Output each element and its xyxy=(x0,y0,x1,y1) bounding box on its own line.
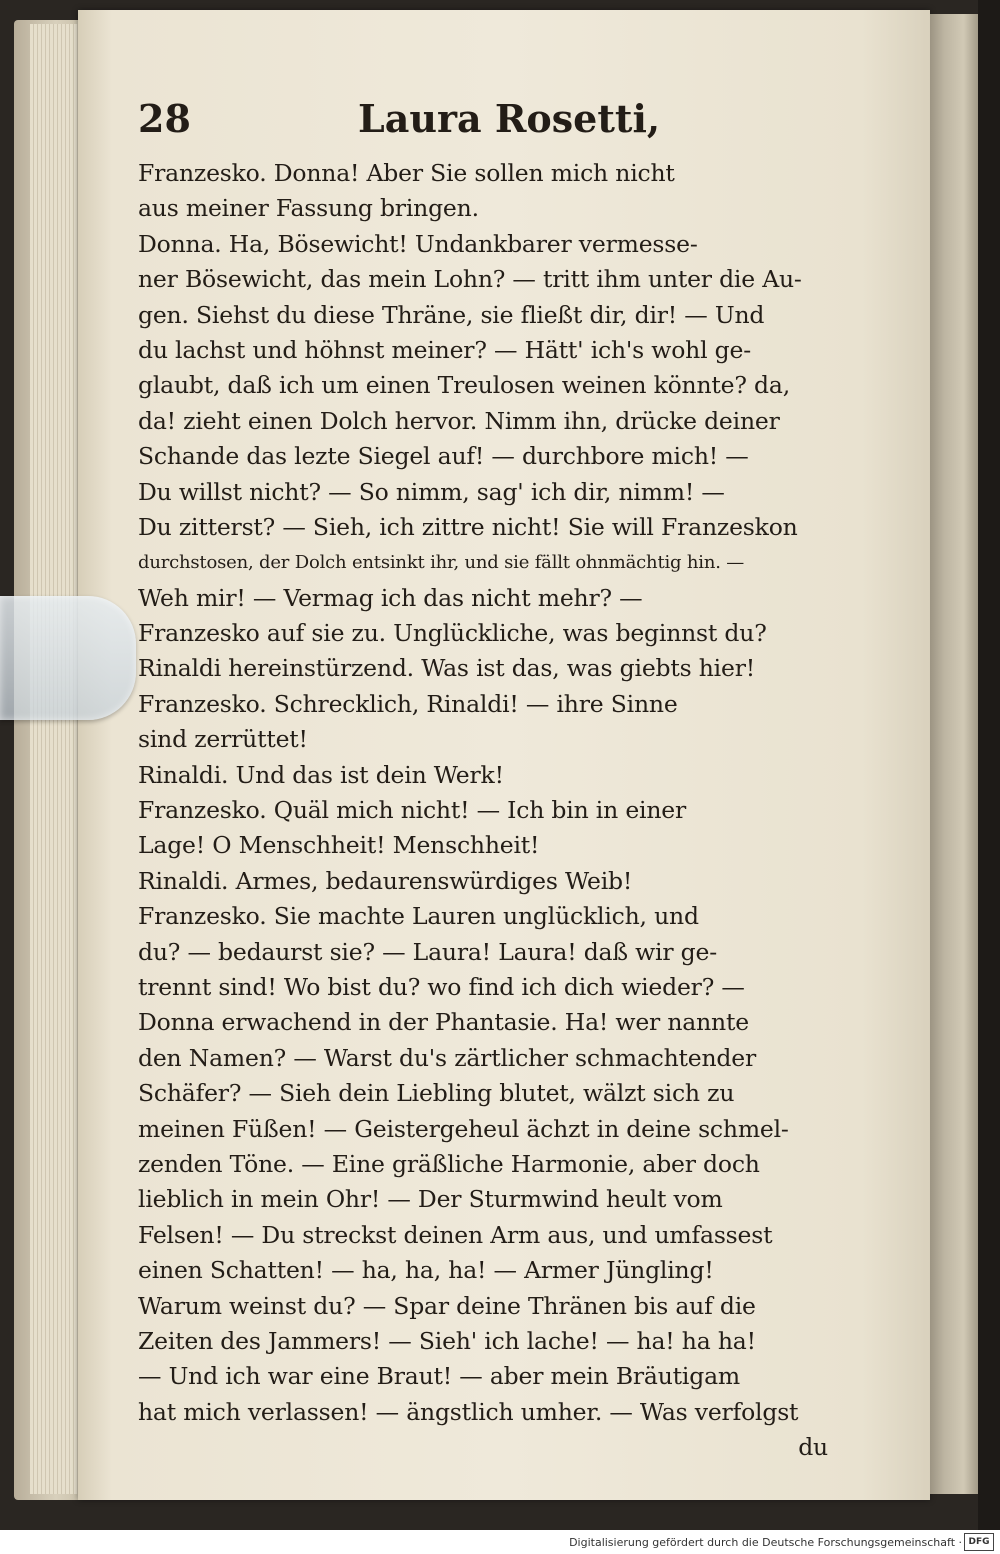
text-line: Schäfer? — Sieh dein Liebling blutet, wälzt sich zu xyxy=(138,1079,735,1108)
text-line: lieblich in mein Ohr! — Der Sturmwind heult vom xyxy=(138,1185,723,1214)
text-line: Lage! O Menschheit! Menschheit! xyxy=(138,831,540,860)
text-line: du? — bedaurst sie? — Laura! Laura! daß wir ge- xyxy=(138,937,717,966)
text-line: Felsen! — Du streckst deinen Arm aus, und umfassest xyxy=(138,1220,773,1249)
text-line: Rinaldi. Armes, bedaurenswürdiges Weib! xyxy=(138,866,633,895)
text-line: gen. Siehst du diese Thräne, sie fließt dir, dir! — Und xyxy=(138,300,765,329)
text-line: Donna. Ha, Bösewicht! Undankbarer vermesse- xyxy=(138,229,698,258)
text-line: du lachst und höhnst meiner? — Hätt' ich's wohl ge- xyxy=(138,335,751,364)
text-line: Franzesko. Schrecklich, Rinaldi! — ihre Sinne xyxy=(138,689,678,718)
text-line: aus meiner Fassung bringen. xyxy=(138,194,479,223)
text-line: da! zieht einen Dolch hervor. Nimm ihn, drücke deiner xyxy=(138,406,780,435)
text-line: Du zitterst? — Sieh, ich zittre nicht! Sie will Franzeskon xyxy=(138,512,798,541)
text-line: Franzesko. Quäl mich nicht! — Ich bin in einer xyxy=(138,796,687,825)
dfg-logo-icon: DFG xyxy=(964,1533,994,1551)
scan-border-right xyxy=(978,0,1000,1530)
facing-page-edge xyxy=(930,14,978,1494)
text-line: Zeiten des Jammers! — Sieh' ich lache! — ha! ha ha! xyxy=(138,1326,756,1355)
text-line: — Und ich war eine Braut! — aber mein Bräutigam xyxy=(138,1362,740,1391)
text-line: durchstosen, der Dolch entsinkt ihr, und sie fällt ohnmächtig hin. — xyxy=(138,552,745,574)
text-line: Franzesko. Donna! Aber Sie sollen mich nicht xyxy=(138,159,675,187)
text-line: meinen Füßen! — Geistergeheul ächzt in deine schmel- xyxy=(138,1114,789,1143)
text-line: den Namen? — Warst du's zärtlicher schmachtender xyxy=(138,1043,757,1072)
catchword: du xyxy=(798,1433,828,1462)
text-line: Weh mir! — Vermag ich das nicht mehr? — xyxy=(138,583,643,612)
text-line: einen Schatten! — ha, ha, ha! — Armer Jüngling! xyxy=(138,1256,714,1285)
text-line: Schande das lezte Siegel auf! — durchbore mich! — xyxy=(138,442,749,471)
page-number: 28 xyxy=(138,96,191,141)
funding-credit: Digitalisierung gefördert durch die Deutsche Forschungsgemeinschaft · xyxy=(569,1536,962,1549)
text-line: Donna erwachend in der Phantasie. Ha! wer nannte xyxy=(138,1008,749,1037)
page-header xyxy=(138,96,828,156)
text-line: hat mich verlassen! — ängstlich umher. — Was verfolgst xyxy=(138,1397,799,1426)
text-line: Warum weinst du? — Spar deine Thränen bis auf die xyxy=(138,1291,756,1320)
text-line: Rinaldi. Und das ist dein Werk! xyxy=(138,760,504,789)
text-line: Franzesko. Sie machte Lauren unglücklich, und xyxy=(138,902,699,931)
page-text xyxy=(138,96,828,1465)
text-line: Du willst nicht? — So nimm, sag' ich dir, nimm! — xyxy=(138,477,725,506)
text-line: trennt sind! Wo bist du? wo find ich dich wieder? — xyxy=(138,972,745,1001)
text-line: Rinaldi hereinstürzend. Was ist das, was giebts hier! xyxy=(138,654,755,683)
text-line: Franzesko auf sie zu. Unglückliche, was beginnst du? xyxy=(138,619,767,648)
text-line: glaubt, daß ich um einen Treulosen weinen könnte? da, xyxy=(138,371,790,400)
text-line: zenden Töne. — Eine gräßliche Harmonie, aber doch xyxy=(138,1149,760,1178)
text-line: sind zerrüttet! xyxy=(138,725,308,754)
bookmark-tab xyxy=(0,596,136,720)
body-text xyxy=(138,156,828,1465)
running-title: Laura Rosetti, xyxy=(358,96,661,141)
text-line: ner Bösewicht, das mein Lohn? — tritt ihm unter die Au- xyxy=(138,265,802,294)
